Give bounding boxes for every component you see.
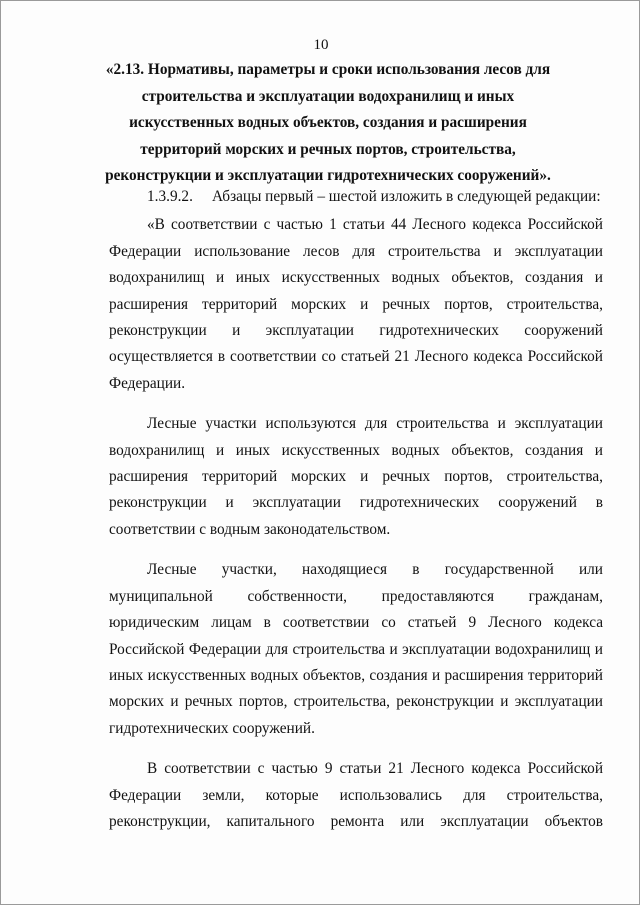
page-number: 10 xyxy=(313,37,329,53)
amendment-clause: 1.3.9.2. Абзацы первый – шестой изложить в следующей редакции: xyxy=(147,188,601,205)
document-body xyxy=(109,184,603,849)
section-heading: «2.13. Нормативы, параметры и сроки использования лесов для строительства и эксплуатации водохранилищ и иных искусственных водных объектов, создания и расширения территорий морских и речных портов, строительства, реконструкции и эксплуатации гидротехнических сооружений». xyxy=(105,61,551,184)
paragraph-2: Лесные участки используются для строительства и эксплуатации водохранилищ и иных искусственных водных объектов, создания и расширения территорий морских и речных портов, строительства, реконструкции и эксплуатации гидротехнических сооружений в соответствии с водным законодательством. xyxy=(109,415,603,538)
paragraph-1: «В соответствии с частью 1 статьи 44 Лесного кодекса Российской Федерации использование лесов для строительства и эксплуатации водохранилищ и иных искусственных водных объектов, создания и расширения территорий морских и речных портов, строительства, реконструкции и эксплуатации гидротехнических сооружений осуществляется в соответствии со статьей 21 Лесного кодекса Российской Федерации. xyxy=(109,216,603,392)
paragraph-4: В соответствии с частью 9 статьи 21 Лесного кодекса Российской Федерации земли, которые использовались для строительства, реконструкции, капитального ремонта или эксплуатации объектов xyxy=(109,760,603,830)
paragraph-3: Лесные участки, находящиеся в государственной или муниципальной собственности, предоставляются гражданам, юридическим лицам в соответствии со статьей 9 Лесного кодекса Российской Федерации для строительства и эксплуатации водохранилищ и иных искусственных водных объектов, создания и расширения территорий морских и речных портов, строительства, реконструкции и эксплуатации гидротехнических сооружений. xyxy=(109,561,603,737)
